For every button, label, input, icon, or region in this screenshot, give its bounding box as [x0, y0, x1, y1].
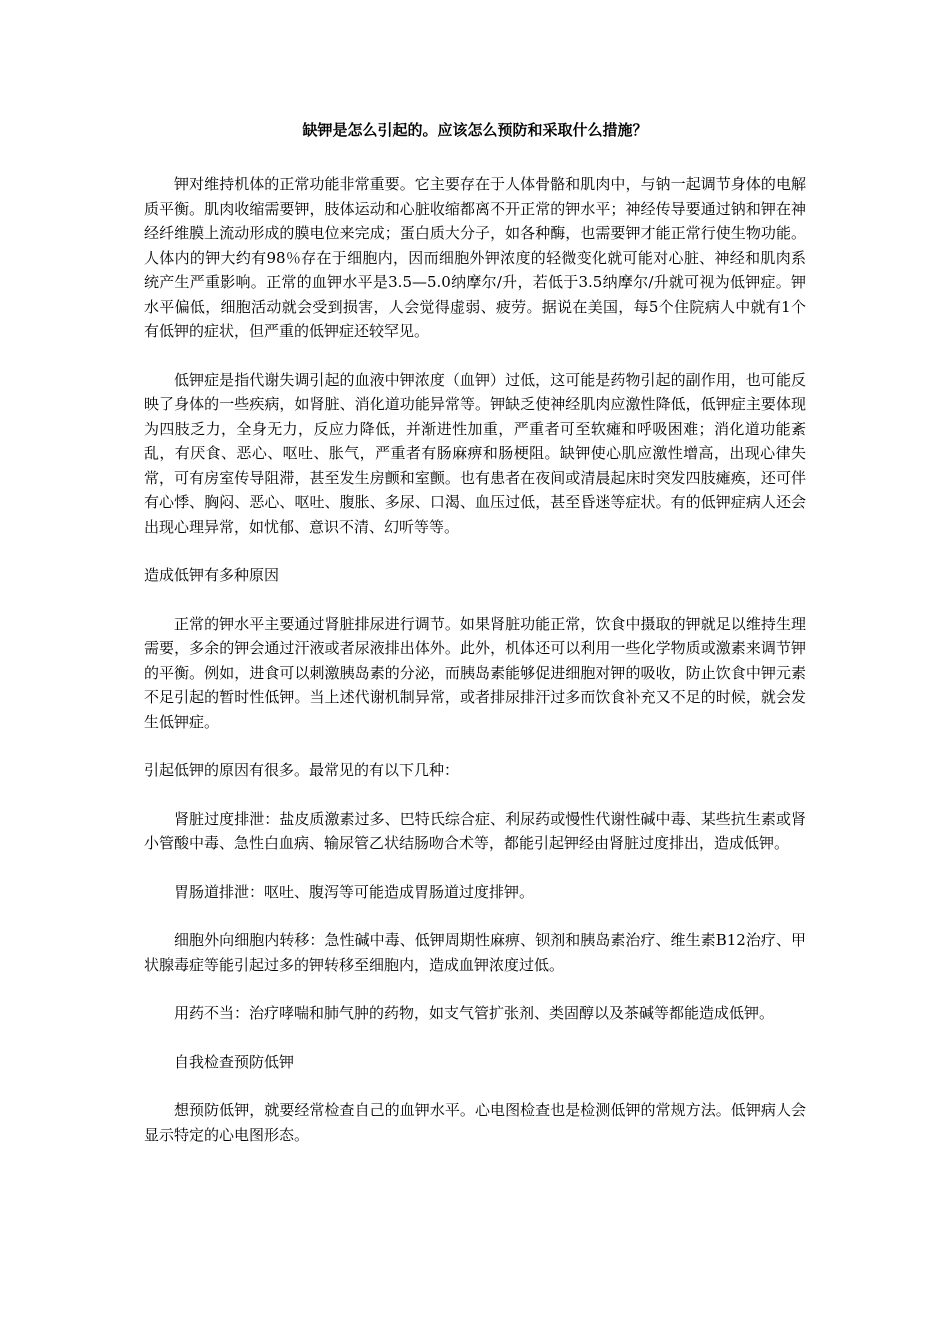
paragraph-common-causes-intro: 引起低钾的原因有很多。最常见的有以下几种：: [144, 761, 460, 779]
document-title: 缺钾是怎么引起的。应该怎么预防和采取什么措施？: [302, 121, 648, 139]
paragraph-potassium-importance: 钾对维持机体的正常功能非常重要。它主要存在于人体骨骼和肌肉中，与钠一起调节身体的电解质平衡。肌肉收缩需要钾，肢体运动和心脏收缩都离不开正常的钾水平；神经传导要通过钠和钾在神经纤维膜上流动形成的膜电位来完成；蛋白质大分子，如各种酶，也需要钾才能正常行使生物功能。人体内的钾大约有98％存在于细胞内，因而细胞外钾浓度的轻微变化就可能对心脏、神经和肌肉系统产生严重影响。正常的血钾水平是3.5—5.0纳摩尔/升，若低于3.5纳摩尔/升就可视为低钾症。钾水平偏低，细胞活动就会受到损害，人会觉得虚弱、疲劳。据说在美国，每5个住院病人中就有1个有低钾的症状，但严重的低钾症还较罕见。: [144, 175, 806, 340]
document-page: [144, 118, 806, 1171]
paragraph-cause-gastrointestinal: 胃肠道排泄：呕吐、腹泻等可能造成胃肠道过度排钾。: [174, 882, 535, 901]
paragraph-hypokalemia-symptoms: 低钾症是指代谢失调引起的血液中钾浓度（血钾）过低，这可能是药物引起的副作用，也可能反映了身体的一些疾病，如肾脏、消化道功能异常等。钾缺乏使神经肌肉应激性降低，低钾症主要体现为四肢乏力，全身无力，反应力降低，并渐进性加重，严重者可至软瘫和呼吸困难；消化道功能紊乱，有厌食、恶心、呕吐、胀气，严重者有肠麻痹和肠梗阻。缺钾使心肌应激性增高，出现心律失常，可有房室传导阻滞，甚至发生房颤和室颤。也有患者在夜间或清晨起床时突发四肢瘫痪，还可伴有心悸、胸闷、恶心、呕吐、腹胀、多尿、口渴、血压过低，甚至昏迷等症状。有的低钾症病人还会出现心理异常，如忧郁、意识不清、幻听等等。: [144, 370, 806, 536]
paragraph-cause-medication: 用药不当：治疗哮喘和肺气肿的药物，如支气管扩张剂、类固醇以及茶碱等都能造成低钾。: [174, 1004, 775, 1022]
paragraph-cause-cellular-shift: 细胞外向细胞内转移：急性碱中毒、低钾周期性麻痹、钡剂和胰岛素治疗、维生素B12治疗、甲状腺毒症等能引起过多的钾转移至细胞内，造成血钾浓度过低。: [144, 931, 806, 974]
paragraph-cause-renal: 肾脏过度排泄：盐皮质激素过多、巴特氏综合症、利尿药或慢性代谢性碱中毒、某些抗生素或肾小管酸中毒、急性白血病、输尿管乙状结肠吻合术等，都能引起钾经由肾脏过度排出，造成低钾。: [144, 809, 806, 852]
section-heading-self-check: 自我检查预防低钾: [174, 1052, 295, 1071]
section-heading-causes: 造成低钾有多种原因: [144, 566, 280, 584]
paragraph-potassium-regulation: 正常的钾水平主要通过肾脏排尿进行调节。如果肾脏功能正常，饮食中摄取的钾就足以维持生理需要，多余的钾会通过汗液或者尿液排出体外。此外，机体还可以利用一些化学物质或激素来调节钾的平衡。例如，进食可以刺激胰岛素的分泌，而胰岛素能够促进细胞对钾的吸收，防止饮食中钾元素不足引起的暂时性低钾。当上述代谢机制异常，或者排尿排汗过多而饮食补充又不足的时候，就会发生低钾症。: [144, 614, 806, 731]
paragraph-prevention: 想预防低钾，就要经常检查自己的血钾水平。心电图检查也是检测低钾的常规方法。低钾病人会显示特定的心电图形态。: [144, 1101, 806, 1144]
